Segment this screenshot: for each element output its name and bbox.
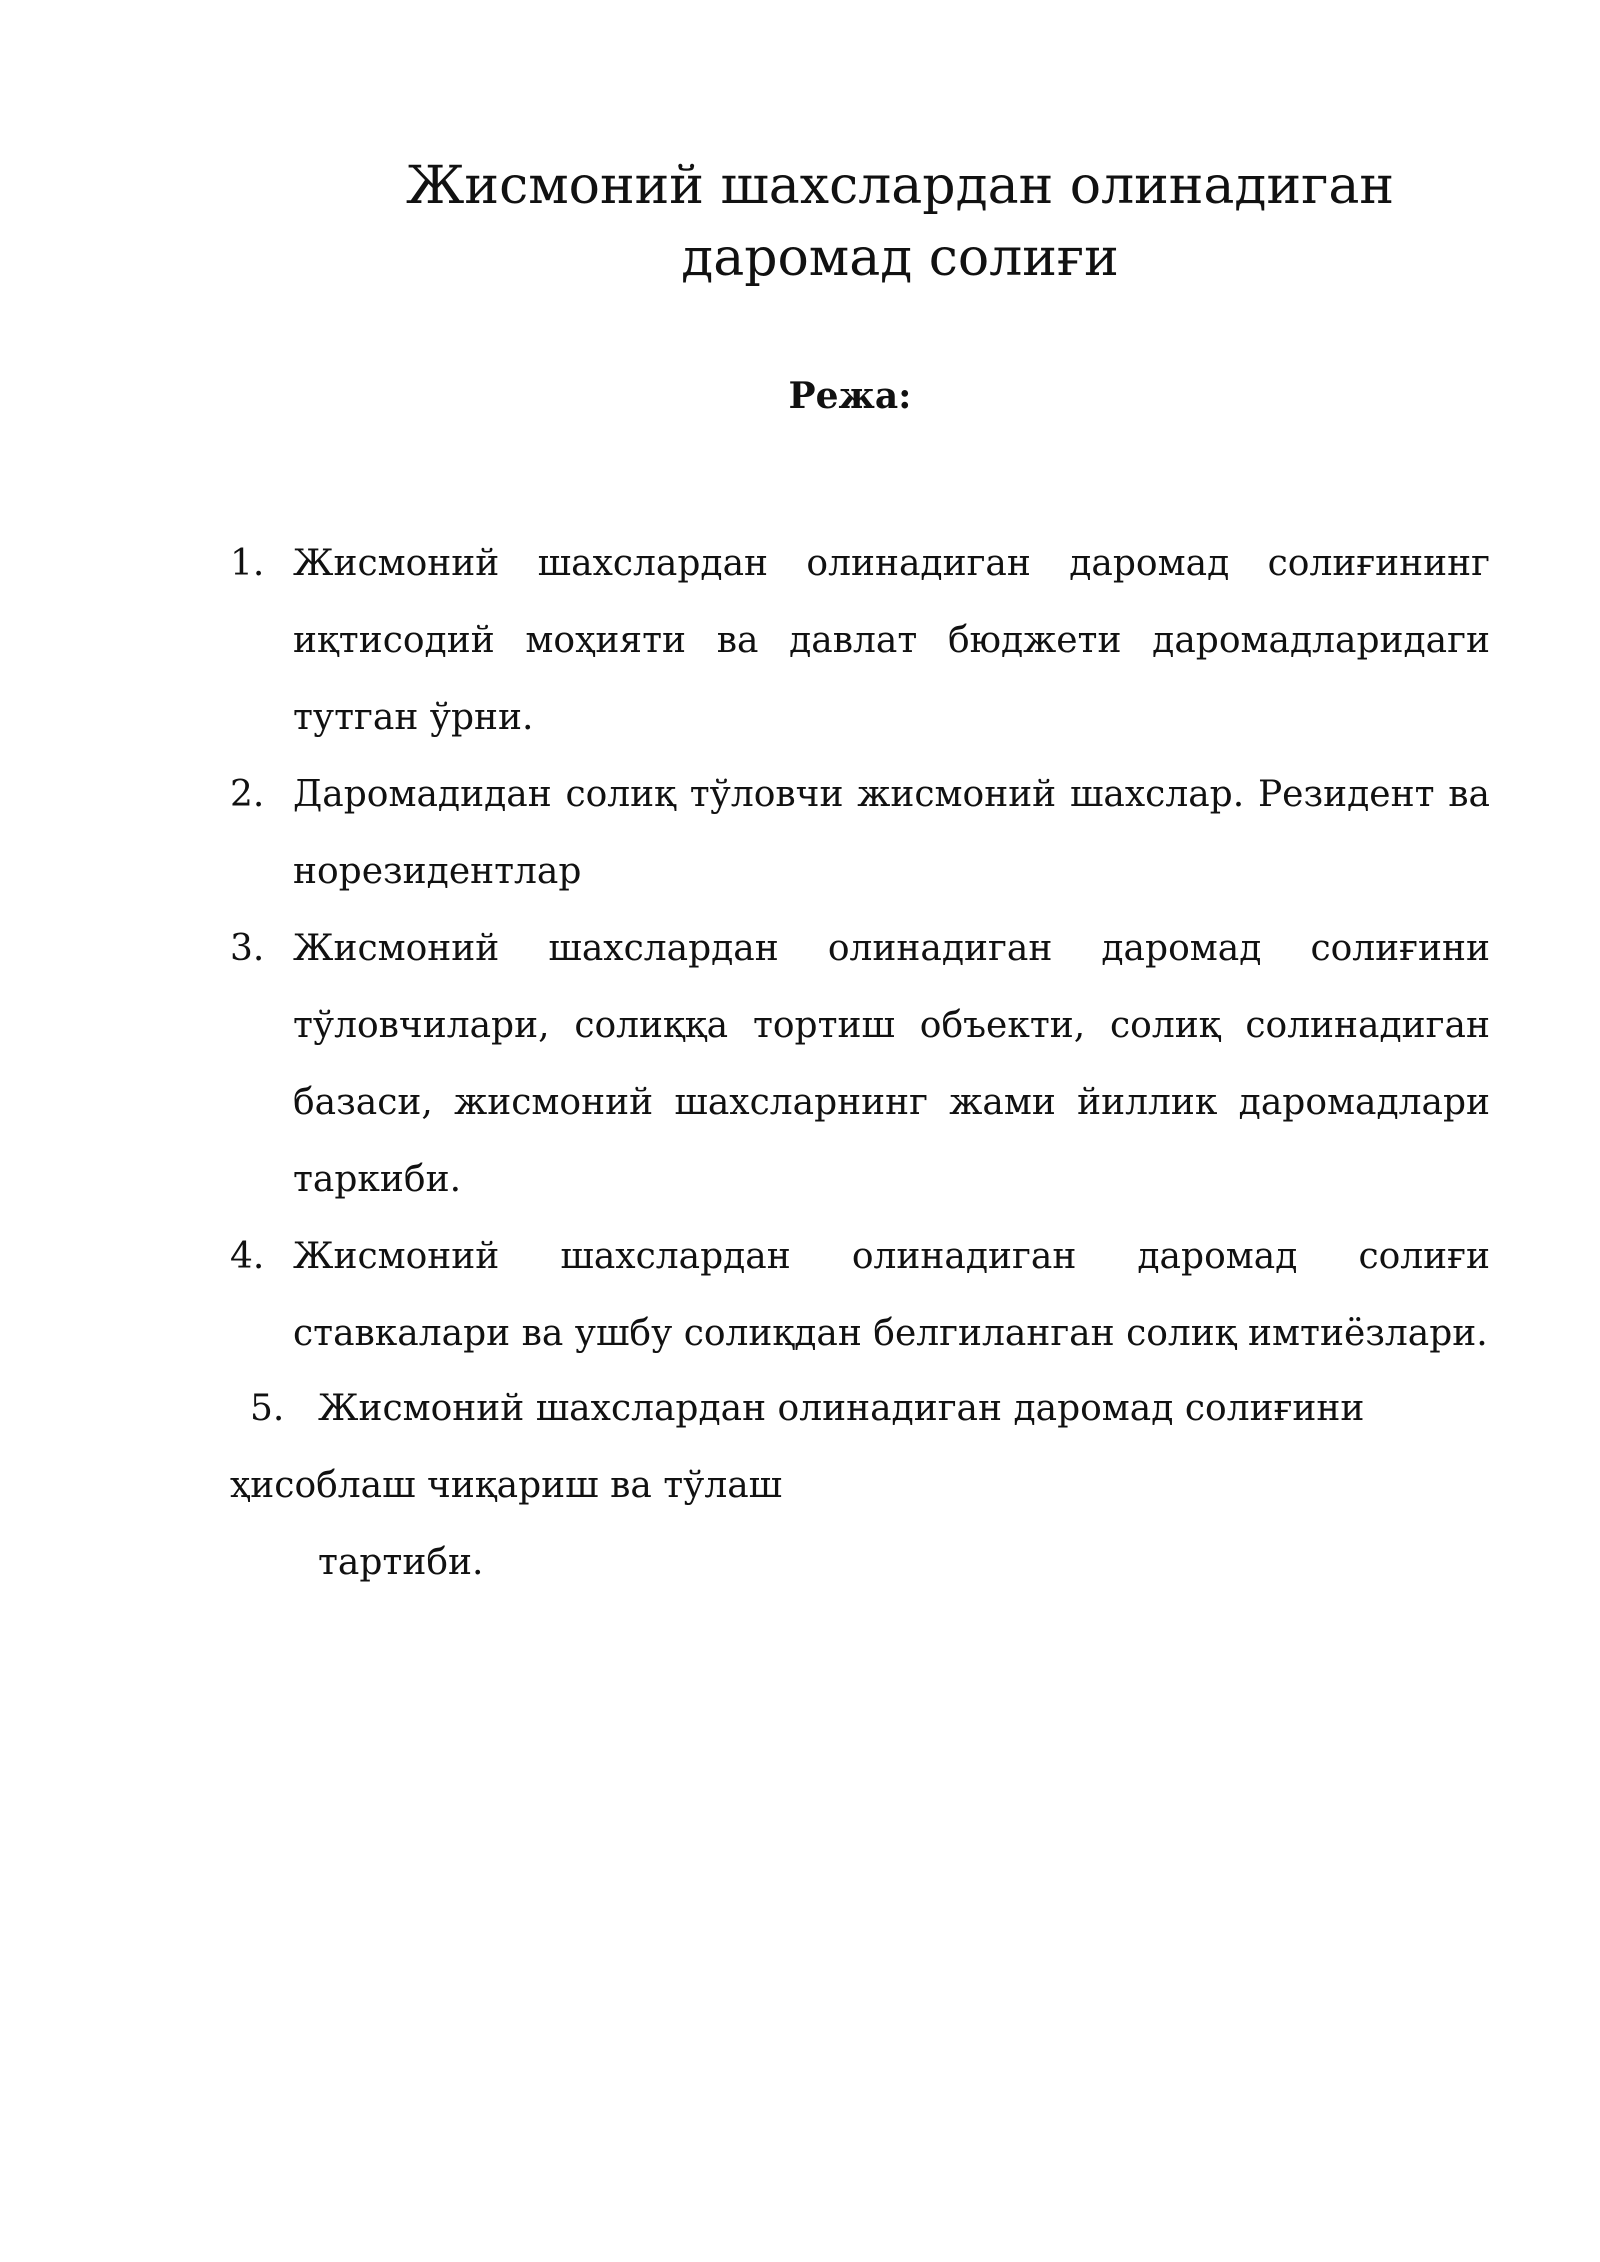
- title-line-1: Жисмоний шахслардан олинадиган: [405, 156, 1395, 216]
- plan-heading: Режа:: [788, 375, 912, 417]
- plan-item-4: [230, 1218, 1490, 1372]
- document-title: [320, 150, 1480, 294]
- plan-item-1: [230, 525, 1490, 756]
- plan-item-text: Жисмоний шахслардан олинадиган даромад солиғининг иқтисодий моҳияти ва давлат бюджети даромадларидаги тутган ўрни.: [293, 543, 1490, 738]
- plan-item-number: 1.: [230, 543, 265, 584]
- plan-item-text: Жисмоний шахслардан олинадиган даромад солиғини тўловчилари, солиққа тортиш объекти, солиқ солинадиган базаси, жисмоний шахсларнинг жами йиллик даромадлари таркиби.: [293, 928, 1490, 1200]
- plan-item-number: 4.: [230, 1236, 265, 1277]
- plan-item-2: [230, 756, 1490, 910]
- title-line-2: даромад солиғи: [681, 228, 1119, 288]
- plan-item-5-line-3: тартиби.: [318, 1542, 484, 1583]
- plan-item-text: Жисмоний шахслардан олинадиган даромад солиғи ставкалари ва ушбу солиқдан белгиланган солиқ имтиёзлари.: [293, 1236, 1490, 1354]
- plan-item-text: Даромадидан солиқ тўловчи жисмоний шахслар. Резидент ва норезидентлар: [293, 774, 1490, 892]
- plan-item-number: 3.: [230, 928, 265, 969]
- plan-item-3: [230, 910, 1490, 1218]
- plan-item-number: 5.: [250, 1388, 285, 1429]
- plan-item-number: 2.: [230, 774, 265, 815]
- plan-item-5: [230, 1370, 1490, 1601]
- plan-list: [230, 525, 1490, 1372]
- plan-item-5-line-2: ҳисоблаш чиқариш ва тўлаш: [230, 1465, 783, 1506]
- plan-item-5-line-1: Жисмоний шахслардан олинадиган даромад солиғини: [318, 1388, 1365, 1429]
